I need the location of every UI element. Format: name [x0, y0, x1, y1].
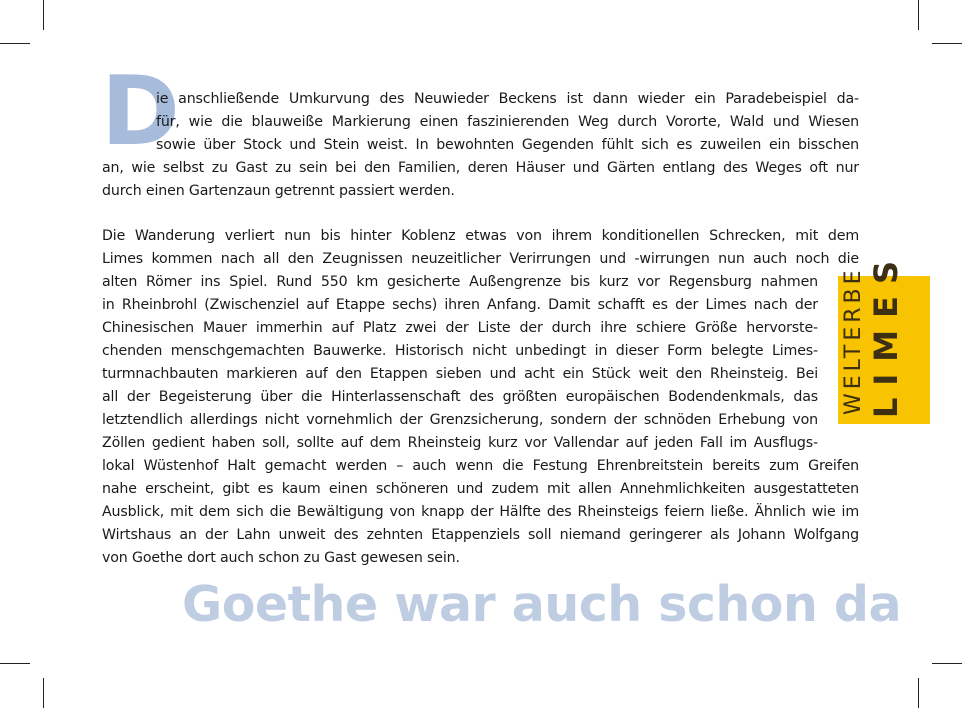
text-line: nahe erscheint, gibt es kaum einen schöneren und zudem mit allen Annehmlichkeiten ausgestatteten	[102, 481, 859, 497]
badge-label-welterbe: WELTERBE	[841, 266, 866, 415]
text-line: Chinesischen Mauer immerhin auf Platz zwei der Liste der durch ihre schiere Größe hervorste-	[102, 320, 818, 336]
text-line: Limes kommen nach all den Zeugnissen neuzeitlicher Verirrungen und -wirrungen nun auch noch die	[102, 251, 859, 267]
text-line: all der Begeisterung über die Hinterlassenschaft des größten europäischen Bodendenkmals, das	[102, 389, 818, 405]
crop-mark	[932, 43, 962, 44]
text-line: letztendlich allerdings nicht vornehmlich der Grenzsicherung, sondern der schnöden Erhebung von	[102, 412, 818, 428]
text-line: für, wie die blauweiße Markierung einen faszinierenden Weg durch Vororte, Wald und Wiesen	[156, 114, 859, 130]
text-line: ie anschließende Umkurvung des Neuwieder Beckens ist dann wieder ein Paradebeispiel da-	[156, 91, 859, 107]
text-line: Wirtshaus an der Lahn unweit des zehnten Etappenziels soll niemand geringerer als Johann Wolfgang	[102, 527, 859, 543]
text-line: chenden menschgemachten Bauwerke. Historisch nicht unbedingt in dieser Form belegte Limes-	[102, 343, 818, 359]
section-headline: Goethe war auch schon da	[182, 576, 902, 633]
text-line: Zöllen gedient haben soll, sollte auf dem Rheinsteig kurz vor Vallendar auf jeden Fall im Ausflugs-	[102, 435, 818, 451]
text-line: in Rheinbrohl (Zwischenziel auf Etappe sechs) ihren Anfang. Damit schafft es der Limes nach der	[102, 297, 818, 313]
drop-cap: D	[101, 57, 180, 167]
crop-mark	[918, 0, 919, 30]
text-line: Die Wanderung verliert nun bis hinter Koblenz etwas von ihrem konditionellen Schrecken, mit dem	[102, 228, 859, 244]
crop-mark	[43, 0, 44, 30]
text-line: von Goethe dort auch schon zu Gast gewesen sein.	[102, 550, 460, 566]
text-line: alten Römer ins Spiel. Rund 550 km gesicherte Außengrenze bis kurz vor Regensburg nahmen	[102, 274, 818, 290]
badge-label-limes: LIMES	[867, 248, 905, 418]
text-line: lokal Wüstenhof Halt gemacht werden – auch wenn die Festung Ehrenbreitstein bereits zum Greifen	[102, 458, 859, 474]
crop-mark	[932, 663, 962, 664]
text-line: turmnachbauten markieren auf den Etappen sieben und acht ein Stück weit den Rheinsteig. Bei	[102, 366, 818, 382]
text-line: durch einen Gartenzaun getrennt passiert werden.	[102, 183, 455, 199]
text-line: sowie über Stock und Stein weist. In bewohnten Gegenden fühlt sich es zuweilen ein bisschen	[156, 137, 859, 153]
crop-mark	[43, 678, 44, 708]
paragraph-2	[102, 225, 859, 570]
crop-mark	[918, 678, 919, 708]
text-line: Ausblick, mit dem sich die Bewältigung von knapp der Hälfte des Rheinsteigs feiern ließe. Ähnlich wie im	[102, 504, 859, 520]
crop-mark	[0, 663, 30, 664]
paragraph-1	[102, 88, 859, 203]
crop-mark	[0, 43, 30, 44]
text-line: an, wie selbst zu Gast zu sein bei den Familien, deren Häuser und Gärten entlang des Weges oft nur	[102, 160, 859, 176]
